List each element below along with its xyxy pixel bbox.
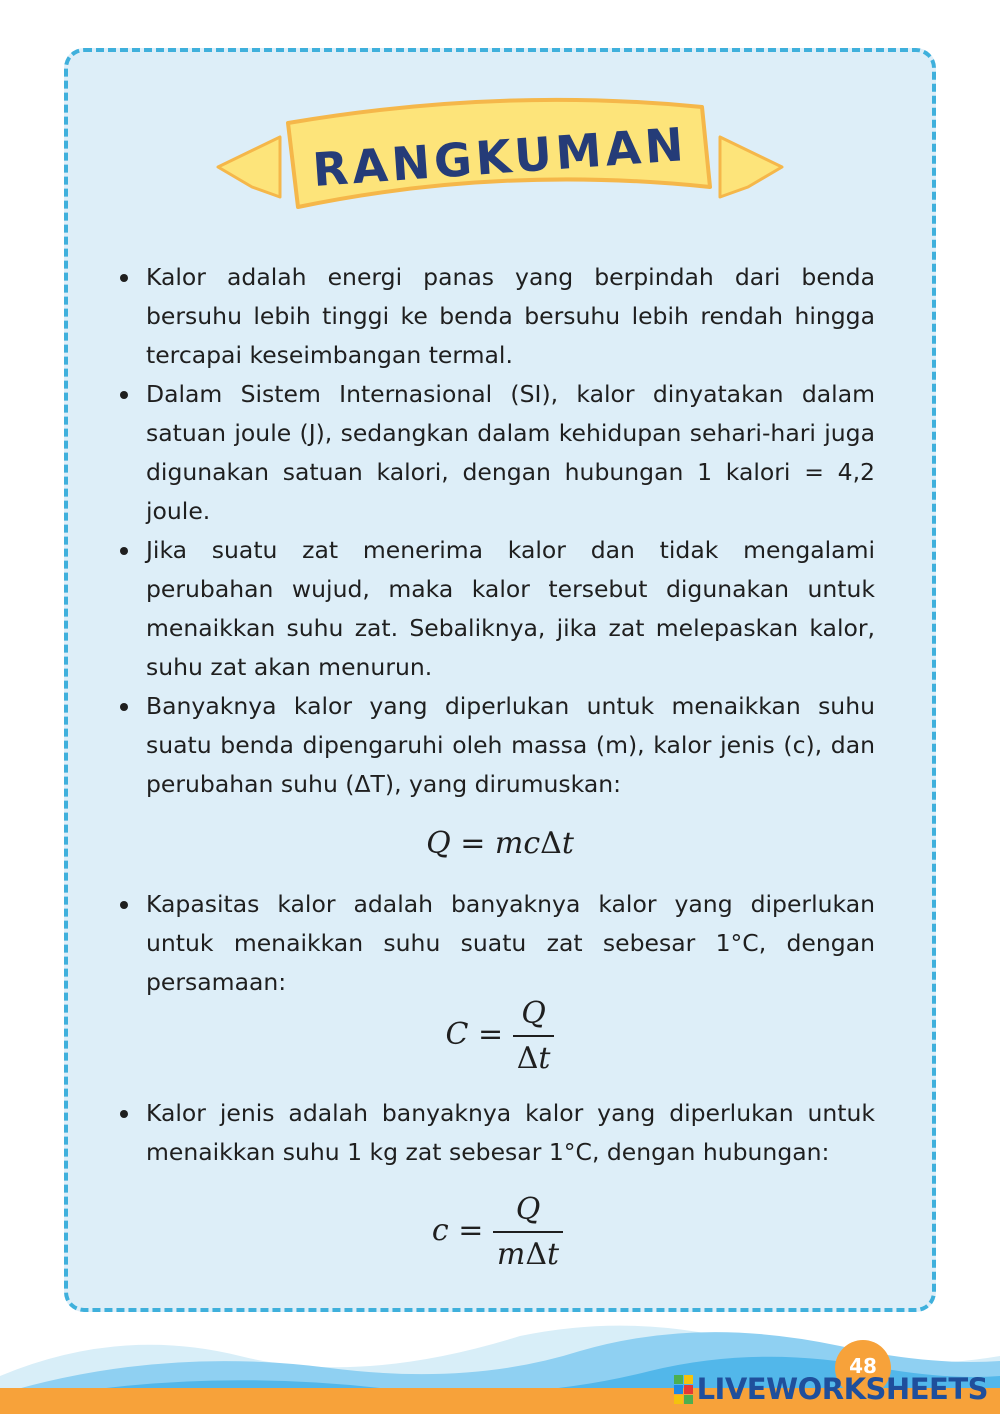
banner-title: RANGKUMAN [310,116,690,198]
page-number: 48 [849,1354,877,1378]
formula-heat-capacity: C = $\frac{Q}{\Delta t}$ [115,996,875,1076]
ribbon-graphic [210,95,790,225]
bullet-item: Kapasitas kalor adalah banyaknya kalor yang diperlukan untuk menaikkan suhu suatu zat sebesar 1°C, dengan persamaan: [115,885,875,1002]
bullet-item: Dalam Sistem Internasional (SI), kalor dinyatakan dalam satuan joule (J), sedangkan dalam kehidupan sehari-hari juga digunakan satuan kalori, dengan hubungan 1 kalori = 4,2 joule. [115,375,875,531]
liveworksheets-logo [674,1372,988,1406]
summary-content [115,258,875,1272]
bullet-item: Kalor jenis adalah banyaknya kalor yang diperlukan untuk menaikkan suhu 1 kg zat sebesar 1°C, dengan hubungan: [115,1094,875,1172]
bullet-item: Banyaknya kalor yang diperlukan untuk menaikkan suhu suatu benda dipengaruhi oleh massa (m), kalor jenis (c), dan perubahan suhu (ΔT), yang dirumuskan: [115,687,875,804]
bullet-list [115,1094,875,1172]
logo-blocks-icon [674,1375,693,1404]
title-banner [210,95,790,225]
bullet-list [115,258,875,804]
formula-specific-heat: c = $\frac{Q}{\text{mΔt}}$ [115,1192,875,1272]
formula-heat: Q = mcΔt [426,826,574,861]
bullet-item: Jika suatu zat menerima kalor dan tidak mengalami perubahan wujud, maka kalor tersebut digunakan untuk menaikkan suhu zat. Sebaliknya, jika zat melepaskan kalor, suhu zat akan menurun. [115,531,875,687]
fraction: $\frac{Q}{\Delta t}$ [513,996,555,1076]
bullet-list [115,885,875,1002]
bullet-item: Kalor adalah energi panas yang berpindah dari benda bersuhu lebih tinggi ke benda bersuhu lebih rendah hingga tercapai keseimbangan termal. [115,258,875,375]
brand-text: LIVEWORKSHEETS [696,1372,988,1406]
fraction: $\frac{Q}{\text{mΔt}}$ [493,1192,563,1272]
